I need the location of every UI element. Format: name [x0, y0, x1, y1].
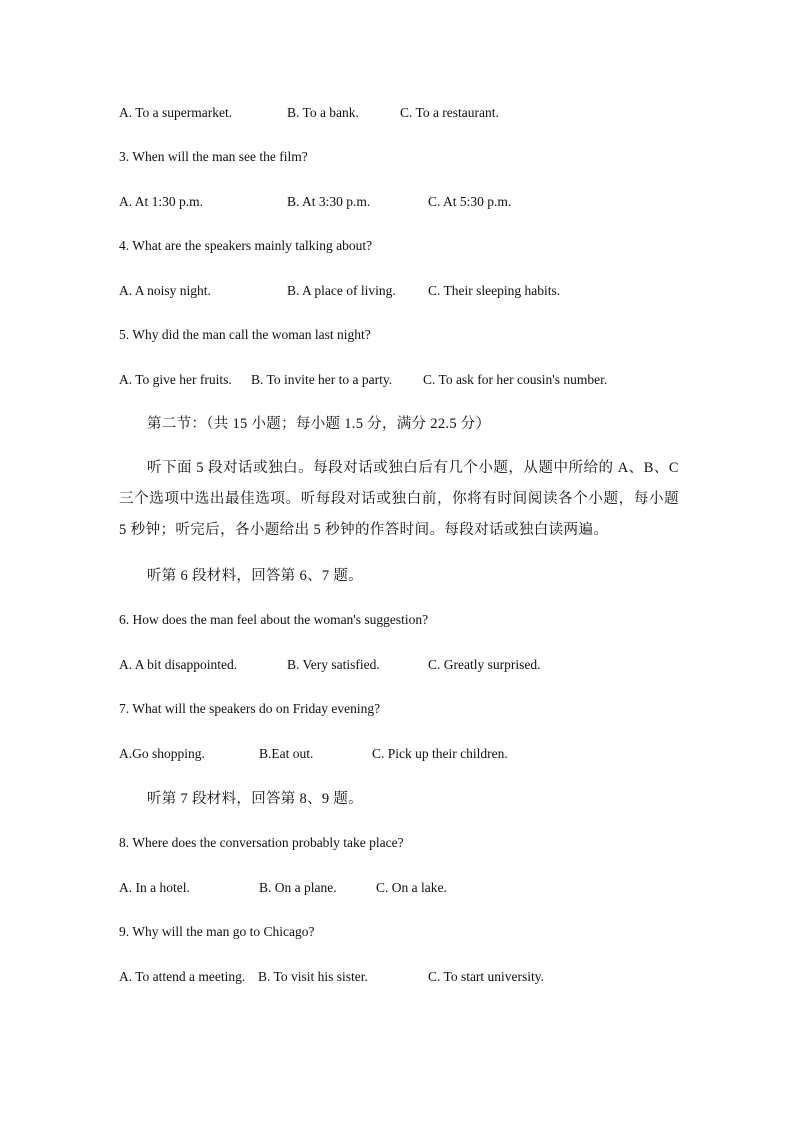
q8-option-c: C. On a lake.: [376, 880, 447, 895]
q4-question: 4. What are the speakers mainly talking about?: [119, 238, 373, 253]
q2-option-c: C. To a restaurant.: [400, 105, 499, 120]
q9-question: 9. Why will the man go to Chicago?: [119, 924, 315, 939]
q4-option-b: B. A place of living.: [287, 283, 396, 298]
q9-option-b: B. To visit his sister.: [258, 969, 368, 984]
material6-heading: 听第 6 段材料，回答第 6、7 题。: [147, 568, 363, 584]
q5-question: 5. Why did the man call the woman last night?: [119, 327, 371, 342]
q7-option-c: C. Pick up their children.: [372, 746, 508, 761]
q9-option-c: C. To start university.: [428, 969, 545, 984]
q4-option-c: C. Their sleeping habits.: [428, 283, 561, 298]
q4-option-a: A. A noisy night.: [119, 283, 211, 298]
section2-instructions: 听下面 5 段对话或独白。每段对话或独白后有几个小题，从题中所给的 A、B、C 三个选项中选出最佳选项。听每段对话或独白前，你将有时间阅读各个小题，每小题 5 秒钟；听完后，各小题给出 5 秒钟的作答时间。每段对话或独白读两遍。: [119, 460, 679, 538]
q9-option-a: A. To attend a meeting.: [119, 969, 246, 984]
q3-option-b: B. At 3:30 p.m.: [287, 194, 371, 209]
q5-option-a: A. To give her fruits.: [119, 372, 232, 387]
q7-option-b: B.Eat out.: [259, 746, 314, 761]
q3-option-c: C. At 5:30 p.m.: [428, 194, 512, 209]
q8-question: 8. Where does the conversation probably take place?: [119, 835, 404, 850]
q7-option-a: A.Go shopping.: [119, 746, 205, 761]
q5-option-b: B. To invite her to a party.: [251, 372, 393, 387]
q2-option-b: B. To a bank.: [287, 105, 359, 120]
q5-option-c: C. To ask for her cousin's number.: [423, 372, 608, 387]
section2-heading: 第二节：（共 15 小题；每小题 1.5 分，满分 22.5 分）: [147, 416, 491, 432]
q3-question: 3. When will the man see the film?: [119, 149, 308, 164]
q2-option-a: A. To a supermarket.: [119, 105, 233, 120]
q6-option-b: B. Very satisfied.: [287, 657, 380, 672]
q6-question: 6. How does the man feel about the woman's suggestion?: [119, 612, 429, 627]
q6-option-a: A. A bit disappointed.: [119, 657, 238, 672]
material7-heading: 听第 7 段材料，回答第 8、9 题。: [147, 791, 363, 807]
q6-option-c: C. Greatly surprised.: [428, 657, 541, 672]
q7-question: 7. What will the speakers do on Friday evening?: [119, 701, 381, 716]
q8-option-b: B. On a plane.: [259, 880, 337, 895]
q8-option-a: A. In a hotel.: [119, 880, 190, 895]
q3-option-a: A. At 1:30 p.m.: [119, 194, 204, 209]
